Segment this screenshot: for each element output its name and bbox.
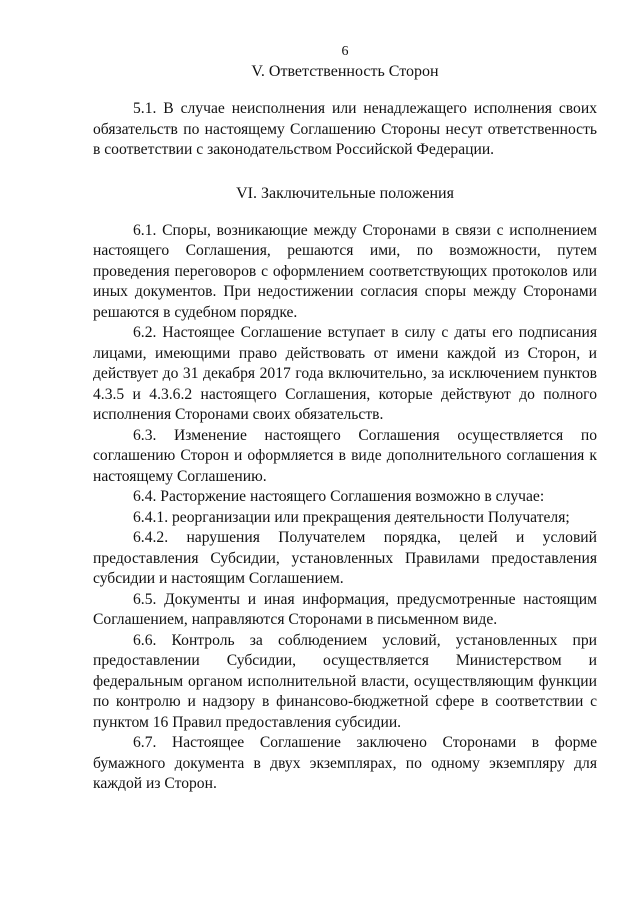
section-6-heading: VI. Заключительные положения bbox=[236, 184, 454, 202]
section-5-heading: V. Ответственность Сторон bbox=[251, 63, 439, 80]
paragraph-6-5: 6.5. Документы и иная информация, предусмотренные настоящим Соглашением, направляются Сторонами в письменном виде. bbox=[93, 590, 597, 628]
paragraph-6-6: 6.6. Контроль за соблюдением условий, установленных при предоставлении Субсидии, осуществляется Министерством и федеральным органом исполнительной власти, осуществляющим функции по контролю и надзору в финансово-бюджетной сфере в соответствии с пунктом 16 Правил предоставления субсидии. bbox=[93, 631, 597, 731]
paragraph-6-2: 6.2. Настоящее Соглашение вступает в силу с даты его подписания лицами, имеющими право действовать от имени каждой из Сторон, и действует до 31 декабря 2017 года включительно, за исключением пунктов 4.3.5 и 4.3.6.2 настоящего Соглашения, которые действуют до полного исполнения Сторонами своих обязательств. bbox=[93, 324, 597, 423]
paragraph-6-4-2: 6.4.2. нарушения Получателем порядка, целей и условий предоставления Субсидии, установленных Правилами предоставления субсидии и настоящим Соглашением. bbox=[93, 529, 597, 587]
paragraph-6-7: 6.7. Настоящее Соглашение заключено Сторонами в форме бумажного документа в двух экземплярах, по одному экземпляру для каждой из Сторон. bbox=[93, 734, 597, 792]
paragraph-5-1: 5.1. В случае неисполнения или ненадлежащего исполнения своих обязательств по настоящему Соглашению Стороны несут ответственность в соответствии с законодательством Российской Федерации. bbox=[93, 100, 597, 158]
paragraph-6-4-1: 6.4.1. реорганизации или прекращения деятельности Получателя; bbox=[133, 508, 570, 526]
paragraph-6-1: 6.1. Споры, возникающие между Сторонами в связи с исполнением настоящего Соглашения, решаются ими, по возможности, путем проведения переговоров с оформлением соответствующих протоколов или иных документов. При недостижении согласия споры между Сторонами решаются в судебном порядке. bbox=[93, 221, 597, 321]
paragraph-6-3: 6.3. Изменение настоящего Соглашения осуществляется по соглашению Сторон и оформляется в виде дополнительного соглашения к настоящему Соглашению. bbox=[93, 426, 597, 485]
paragraph-6-4: 6.4. Расторжение настоящего Соглашения возможно в случае: bbox=[133, 488, 545, 505]
document-page bbox=[93, 44, 597, 795]
page-number: 6 bbox=[341, 44, 349, 59]
